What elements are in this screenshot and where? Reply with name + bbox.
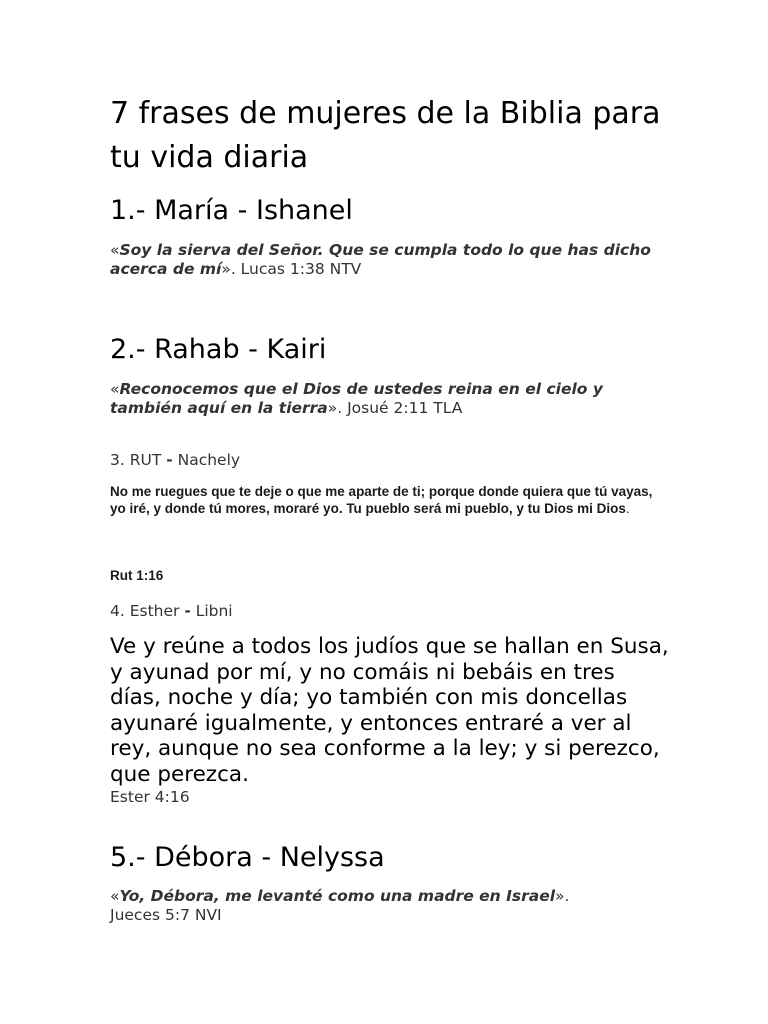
section-3-heading-number: 3. RUT [110, 451, 167, 469]
section-2-quote [110, 380, 658, 418]
section-3-heading [110, 450, 240, 470]
section-1-reference: . Lucas 1:38 NTV [230, 260, 362, 278]
section-2-heading: 2.- Rahab - Kairi [110, 334, 327, 365]
section-4-heading-name: Libni [190, 602, 233, 620]
document-title: 7 frases de mujeres de la Biblia para tu vida diaria [110, 96, 661, 175]
section-4-reference: Ester 4:16 [110, 788, 190, 806]
section-3-quote [110, 484, 658, 517]
section-5-quote-text: Yo, Débora, me levanté como una madre en Israel [119, 887, 556, 905]
close-quote-mark: » [327, 399, 338, 417]
heading-separator: - [166, 451, 173, 469]
section-2-reference: . Josué 2:11 TLA [337, 399, 463, 417]
close-quote-mark: » [221, 260, 231, 278]
section-5-reference: Jueces 5:7 NVI [110, 906, 222, 924]
section-3-heading-name: Nachely [172, 451, 241, 469]
close-quote-mark: » [555, 887, 565, 905]
open-quote-mark: « [110, 241, 120, 259]
section-1-quote-text: Soy la sierva del Señor. Que se cumpla todo lo que has dicho acerca de mí [110, 241, 651, 278]
section-5-after: . [564, 887, 570, 905]
section-5-quote [110, 887, 658, 925]
open-quote-mark: « [110, 887, 120, 905]
section-5-heading: 5.- Débora - Nelyssa [110, 842, 385, 873]
heading-separator: - [184, 602, 191, 620]
open-quote-mark: « [110, 380, 120, 398]
section-2-quote-text: Reconocemos que el Dios de ustedes reina en el cielo y también aquí en la tierra [110, 380, 603, 417]
section-1-quote [110, 241, 658, 279]
section-4-heading-number: 4. Esther [110, 602, 185, 620]
section-1-heading: 1.- María - Ishanel [110, 195, 353, 226]
section-4-heading [110, 601, 233, 621]
section-3-quote-end: . [625, 500, 630, 516]
section-3-quote-text: No me ruegues que te deje o que me aparte de ti; porque donde quiera que tú vayas, yo iré, y donde tú mores, moraré yo. Tu pueblo será mi pueblo, y tu Dios mi Dios [110, 484, 653, 516]
section-4-quote: Ve y reúne a todos los judíos que se hallan en Susa, y ayunad por mí, y no comáis ni bebáis en tres días, noche y día; yo también con mis doncellas ayunaré igualmente, y entonces entraré a ver al rey, aunque no sea conforme a la ley; y si perezco, que perezca. [110, 634, 669, 787]
section-3-reference: Rut 1:16 [110, 568, 164, 583]
